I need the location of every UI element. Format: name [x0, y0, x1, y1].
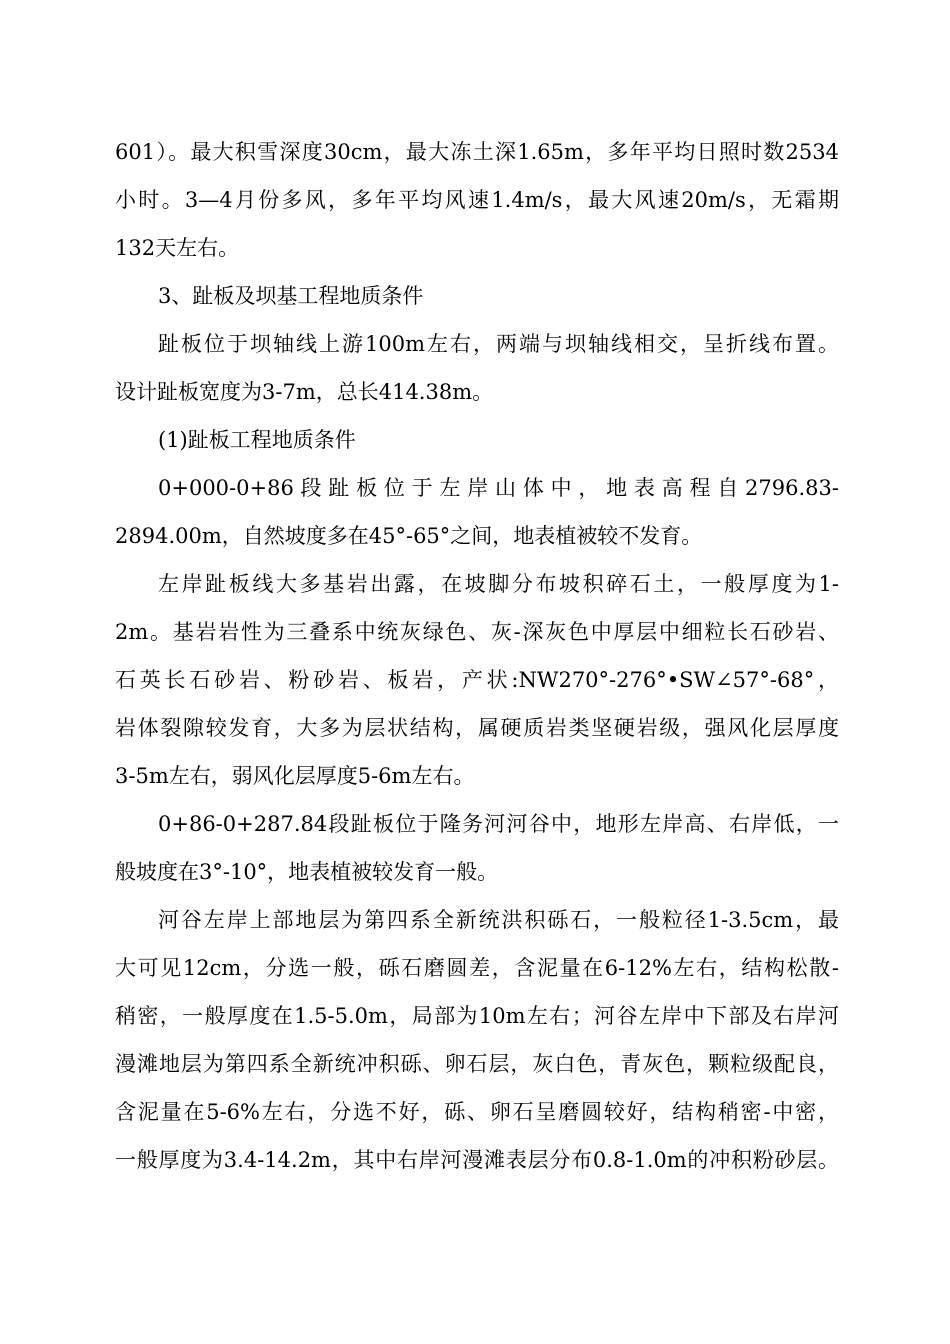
body-text-line: 3-5m左右，弱风化层厚度5-6m左右。 [115, 764, 475, 788]
body-text-line: 0+86-0+287.84段趾板位于隆务河河谷中，地形左岸高、右岸低，一 [158, 812, 839, 836]
subsection-heading: (1)趾板工程地质条件 [158, 428, 356, 452]
body-text-line: 左岸趾板线大多基岩出露，在坡脚分布坡积碎石土，一般厚度为1- [158, 572, 839, 596]
body-text-line: 601）。最大积雪深度30cm，最大冻土深1.65m，多年平均日照时数2534 [115, 140, 839, 164]
body-text-line: 趾板位于坝轴线上游100m左右，两端与坝轴线相交，呈折线布置。 [158, 332, 839, 356]
body-text-line: 含泥量在5-6%左右，分选不好，砾、卵石呈磨圆较好，结构稍密-中密， [115, 1100, 839, 1124]
body-text-line: 132天左右。 [115, 236, 240, 260]
body-text-line: 河谷左岸上部地层为第四系全新统洪积砾石，一般粒径1-3.5cm，最 [158, 908, 839, 932]
body-text-line: 设计趾板宽度为3-7m，总长414.38m。 [115, 380, 494, 404]
body-text-line: 2m。基岩岩性为三叠系中统灰绿色、灰-深灰色中厚层中细粒长石砂岩、 [115, 620, 839, 644]
section-heading: 3、趾板及坝基工程地质条件 [158, 284, 424, 308]
body-text-line: 岩体裂隙较发育，大多为层状结构，属硬质岩类坚硬岩级，强风化层厚度 [115, 716, 839, 740]
body-text-line: 一般厚度为3.4-14.2m，其中右岸河漫滩表层分布0.8-1.0m的冲积粉砂层。 [115, 1148, 839, 1172]
body-text-line: 大可见12cm，分选一般，砾石磨圆差，含泥量在6-12%左右，结构松散- [115, 956, 839, 980]
body-text-line: 2894.00m，自然坡度多在45°-65°之间，地表植被较不发育。 [115, 524, 703, 548]
body-text-line: 稍密，一般厚度在1.5-5.0m，局部为10m左右；河谷左岸中下部及右岸河 [115, 1004, 839, 1028]
body-text-line: 般坡度在3°-10°，地表植被较发育一般。 [115, 860, 499, 884]
body-text-line: 0+000-0+86 段 趾 板 位 于 左 岸 山 体 中 ， 地 表 高 程 自 2796.83- [158, 476, 839, 500]
body-text-line: 石英长石砂岩、粉砂岩、板岩，产状:NW270°-276°•SW∠57°-68°， [115, 668, 839, 692]
body-text-line: 漫滩地层为第四系全新统冲积砾、卵石层，灰白色，青灰色，颗粒级配良， [115, 1052, 839, 1076]
body-text-line: 小时。3—4月份多风，多年平均风速1.4m/s，最大风速20m/s，无霜期 [115, 188, 839, 212]
